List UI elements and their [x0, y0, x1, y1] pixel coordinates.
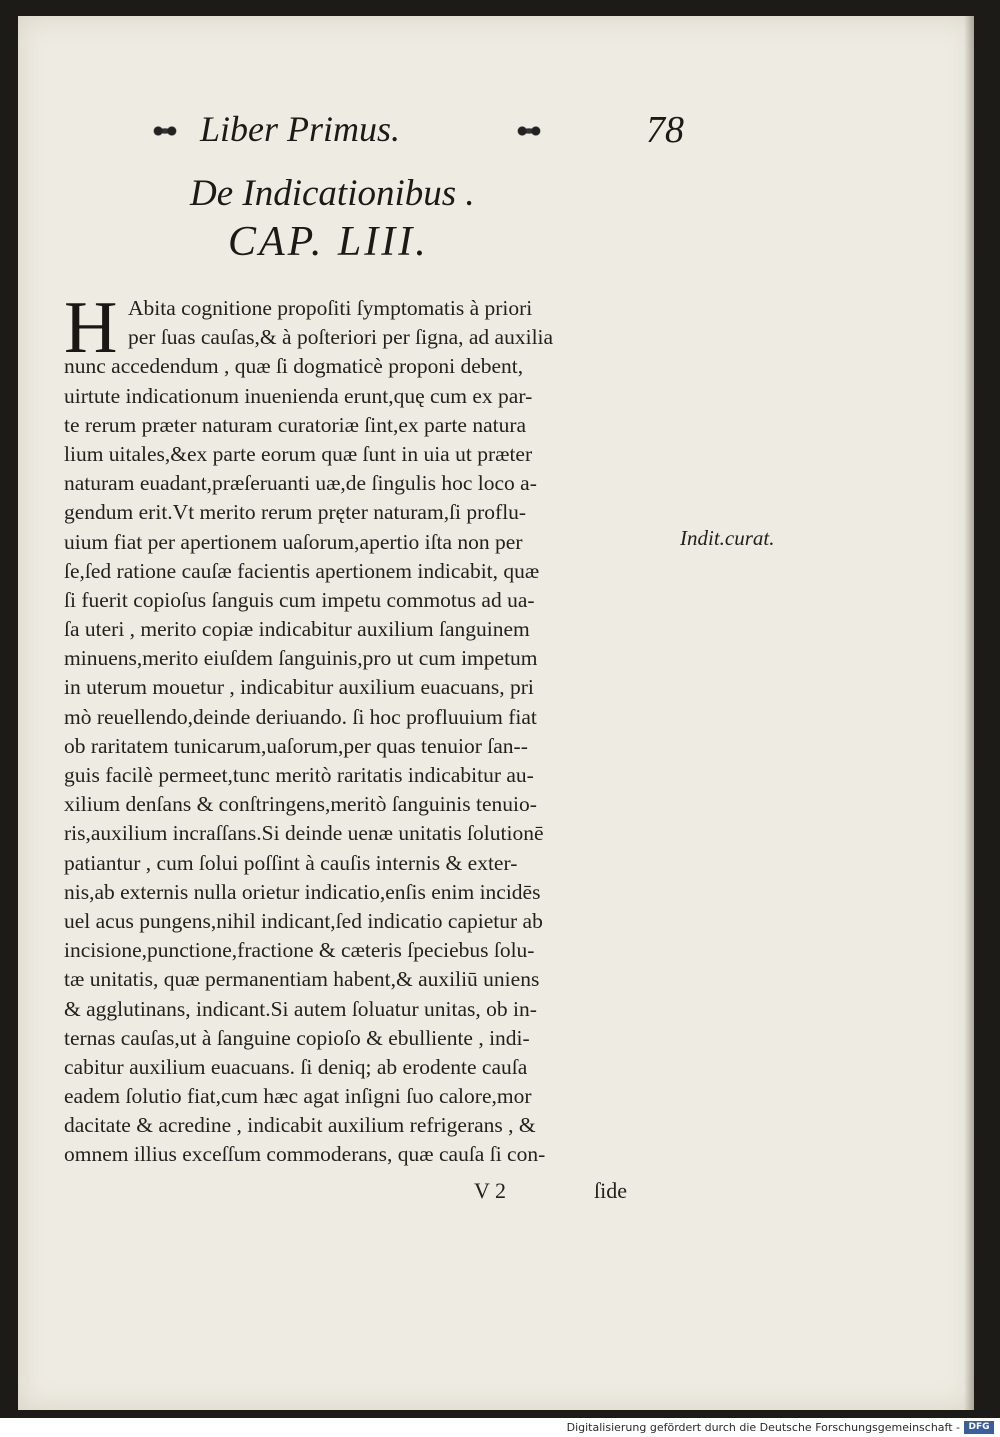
drop-cap: H [64, 287, 118, 369]
text-line: cabitur auxilium euacuans. ſi deniq; ab erodente cauſa [64, 1054, 528, 1079]
page-edge-shadow [964, 16, 974, 1410]
text-line: ſe,ſed ratione cauſæ facientis apertionem indicabit, quæ [64, 558, 540, 583]
text-line: ſa uteri , merito copiæ indicabitur auxilium ſanguinem [64, 617, 530, 642]
text-line: & agglutinans, indicant.Si autem ſoluatur unitas, ob in- [64, 996, 537, 1021]
text-line: uirtute indicationum inuenienda erunt,quę cum ex par- [64, 383, 533, 408]
text-line: xilium denſans & conſtringens,meritò ſanguinis tenuio- [64, 792, 537, 817]
text-line: patiantur , cum ſolui poſſint à cauſis internis & exter- [64, 850, 518, 875]
margin-note: Indit.curat. [680, 526, 775, 550]
dfg-logo: DFG [964, 1421, 994, 1434]
text-line: uium fiat per apertionem uaſorum,apertio iſta non per [64, 529, 523, 554]
text-line: lium uitales,&ex parte eorum quæ ſunt in uia ut præter [64, 441, 533, 466]
text-line: naturam euadant,præſeruanti uæ,de ſingulis hoc loco a- [64, 471, 537, 496]
catchword: ſide [594, 1178, 627, 1203]
text-line: ob raritatem tunicarum,uaſorum,per quas tenuior ſan-- [64, 733, 528, 758]
text-line: dacitate & acredine , indicabit auxilium refrigerans , & [64, 1113, 536, 1138]
running-header [128, 106, 688, 156]
text-line: gendum erit.Vt merito rerum pręter naturam,ſi proflu- [64, 500, 527, 525]
text-line: guis facilè permeet,tunc meritò raritatis indicabitur au- [64, 763, 534, 787]
running-title: Liber Primus. [200, 109, 401, 149]
text-line: tæ unitatis, quæ permanentiam habent,& auxiliū uniens [64, 967, 540, 992]
page-number: 78 [646, 109, 684, 151]
text-line: uel acus pungens,nihil indicant,ſed indicatio capietur ab [64, 908, 543, 933]
main-text-block [64, 287, 674, 1170]
chapter-number: CAP. LIII. [228, 219, 429, 265]
text-line: omnem illius exceſſum commoderans, quæ cauſa ſi con- [64, 1142, 546, 1167]
fleuron-ornament-icon [512, 124, 546, 138]
text-line: ſi fuerit copioſus ſanguis cum impetu commotus ad ua- [64, 587, 535, 612]
text-line: minuens,merito eiuſdem ſanguinis,pro ut cum impetum [64, 646, 538, 671]
text-line: in uterum mouetur , indicabitur auxilium euacuans, pri [64, 675, 534, 700]
footer-credit: Digitalisierung gefördert durch die Deutsche Forschungsgemeinschaft - [566, 1421, 960, 1434]
text-line: mò reuellendo,deinde deriuando. ſi hoc profluuium fiat [64, 704, 537, 729]
fleuron-ornament-icon [148, 124, 182, 138]
text-line: ternas cauſas,ut à ſanguine copioſo & ebulliente , indi- [64, 1025, 530, 1050]
text-line: nunc accedendum , quæ ſi dogmaticè proponi debent, [64, 354, 524, 379]
text-line: Abita cognitione propoſiti ſymptomatis à priori [128, 296, 533, 320]
text-line: eadem ſolutio fiat,cum hæc agat inſigni ſuo calore,mor [64, 1084, 532, 1109]
text-line: ris,auxilium incraſſans.Si deinde uenæ unitatis ſolutionē [64, 821, 544, 846]
chapter-title: De Indicationibus . [190, 173, 475, 214]
text-line: per ſuas cauſas,& à poſteriori per ſigna, ad auxilia [128, 325, 554, 350]
text-line: incisione,punctione,fractione & cæteris ſpeciebus ſolu- [64, 938, 535, 963]
text-line: te rerum præter naturam curatoriæ ſint,ex parte natura [64, 412, 527, 437]
signature-mark: V 2 [474, 1178, 506, 1203]
text-line: nis,ab externis nulla orietur indicatio,enſis enim incidēs [64, 879, 541, 904]
